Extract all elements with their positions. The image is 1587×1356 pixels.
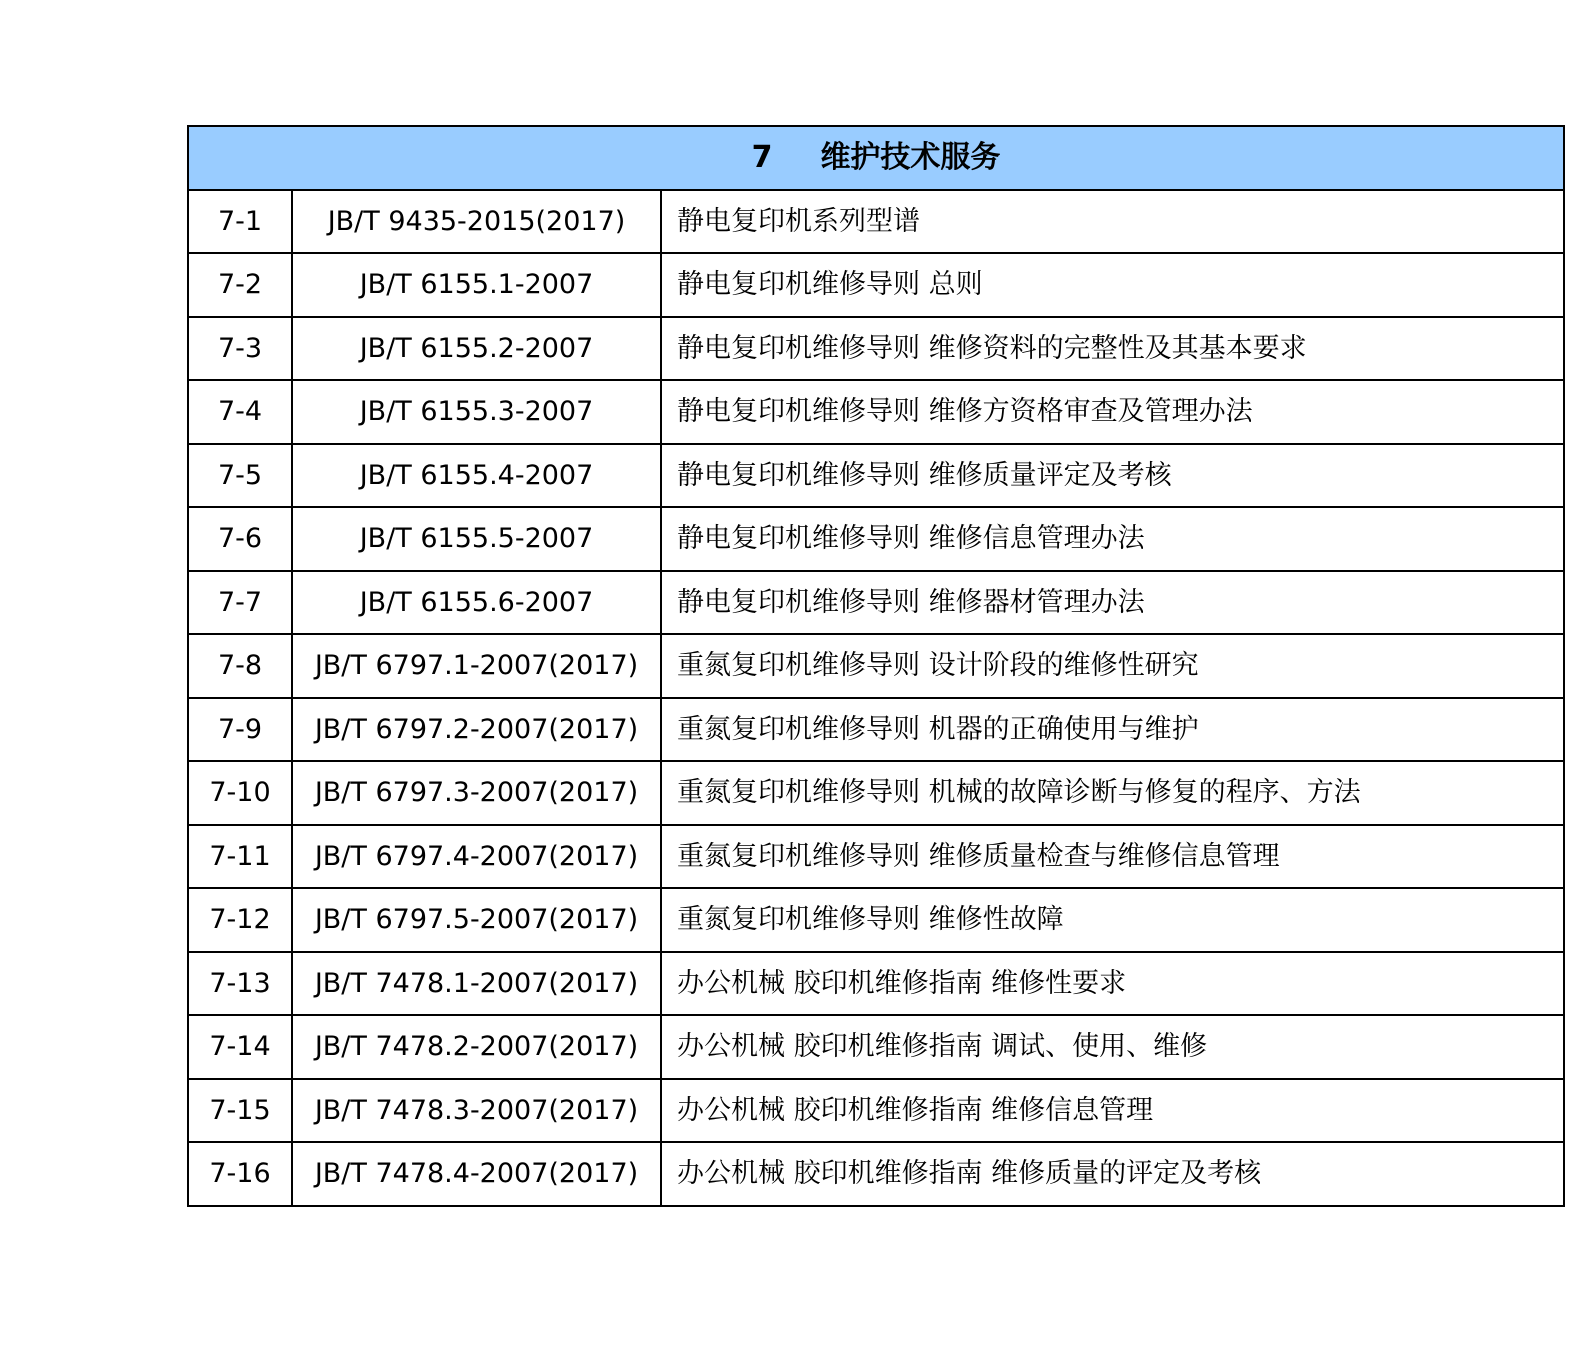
table-row xyxy=(188,952,1564,1016)
standard-title-cell: 办公机械 胶印机维修指南 维修性要求 xyxy=(661,952,1564,1016)
section-number: 7 xyxy=(751,139,773,175)
standard-title-cell: 重氮复印机维修导则 机械的故障诊断与修复的程序、方法 xyxy=(661,761,1564,825)
table-row xyxy=(188,380,1564,444)
row-number-cell: 7-11 xyxy=(188,825,292,889)
row-number-cell: 7-2 xyxy=(188,253,292,317)
standard-code-cell: JB/T 6155.4-2007 xyxy=(292,444,661,508)
table-row xyxy=(188,761,1564,825)
table-row xyxy=(188,190,1564,254)
standard-title-cell: 重氮复印机维修导则 维修质量检查与维修信息管理 xyxy=(661,825,1564,889)
standard-code-cell: JB/T 6797.4-2007(2017) xyxy=(292,825,661,889)
standards-table-body xyxy=(188,126,1564,1206)
standard-title-cell: 办公机械 胶印机维修指南 维修信息管理 xyxy=(661,1079,1564,1143)
table-row xyxy=(188,444,1564,508)
standard-code-cell: JB/T 6797.5-2007(2017) xyxy=(292,888,661,952)
standard-code-cell: JB/T 6797.3-2007(2017) xyxy=(292,761,661,825)
row-number-cell: 7-6 xyxy=(188,507,292,571)
standard-code-cell: JB/T 6797.1-2007(2017) xyxy=(292,634,661,698)
standard-title-cell: 静电复印机维修导则 维修方资格审查及管理办法 xyxy=(661,380,1564,444)
section-header-row xyxy=(188,126,1564,190)
standard-code-cell: JB/T 6155.2-2007 xyxy=(292,317,661,381)
table-row xyxy=(188,1142,1564,1206)
standard-code-cell: JB/T 6797.2-2007(2017) xyxy=(292,698,661,762)
table-row xyxy=(188,253,1564,317)
table-row xyxy=(188,825,1564,889)
row-number-cell: 7-1 xyxy=(188,190,292,254)
standard-title-cell: 静电复印机维修导则 维修质量评定及考核 xyxy=(661,444,1564,508)
section-header-cell xyxy=(188,126,1564,190)
table-row xyxy=(188,1015,1564,1079)
row-number-cell: 7-5 xyxy=(188,444,292,508)
row-number-cell: 7-9 xyxy=(188,698,292,762)
table-row xyxy=(188,317,1564,381)
standard-code-cell: JB/T 7478.2-2007(2017) xyxy=(292,1015,661,1079)
standard-code-cell: JB/T 6155.3-2007 xyxy=(292,380,661,444)
standard-title-cell: 重氮复印机维修导则 维修性故障 xyxy=(661,888,1564,952)
table-row xyxy=(188,888,1564,952)
table-row xyxy=(188,1079,1564,1143)
table-row xyxy=(188,571,1564,635)
row-number-cell: 7-16 xyxy=(188,1142,292,1206)
standard-code-cell: JB/T 7478.1-2007(2017) xyxy=(292,952,661,1016)
standard-title-cell: 静电复印机维修导则 维修资料的完整性及其基本要求 xyxy=(661,317,1564,381)
standard-code-cell: JB/T 7478.3-2007(2017) xyxy=(292,1079,661,1143)
row-number-cell: 7-8 xyxy=(188,634,292,698)
standard-title-cell: 静电复印机维修导则 总则 xyxy=(661,253,1564,317)
standards-table xyxy=(187,125,1565,1207)
row-number-cell: 7-12 xyxy=(188,888,292,952)
standard-title-cell: 办公机械 胶印机维修指南 调试、使用、维修 xyxy=(661,1015,1564,1079)
standard-title-cell: 静电复印机维修导则 维修信息管理办法 xyxy=(661,507,1564,571)
section-title: 维护技术服务 xyxy=(820,139,1001,175)
row-number-cell: 7-15 xyxy=(188,1079,292,1143)
row-number-cell: 7-4 xyxy=(188,380,292,444)
row-number-cell: 7-14 xyxy=(188,1015,292,1079)
standard-code-cell: JB/T 9435-2015(2017) xyxy=(292,190,661,254)
standard-code-cell: JB/T 6155.6-2007 xyxy=(292,571,661,635)
standard-code-cell: JB/T 7478.4-2007(2017) xyxy=(292,1142,661,1206)
standard-title-cell: 重氮复印机维修导则 机器的正确使用与维护 xyxy=(661,698,1564,762)
row-number-cell: 7-3 xyxy=(188,317,292,381)
standard-title-cell: 办公机械 胶印机维修指南 维修质量的评定及考核 xyxy=(661,1142,1564,1206)
standard-title-cell: 静电复印机维修导则 维修器材管理办法 xyxy=(661,571,1564,635)
standard-code-cell: JB/T 6155.1-2007 xyxy=(292,253,661,317)
table-row xyxy=(188,634,1564,698)
standard-title-cell: 重氮复印机维修导则 设计阶段的维修性研究 xyxy=(661,634,1564,698)
row-number-cell: 7-13 xyxy=(188,952,292,1016)
standard-code-cell: JB/T 6155.5-2007 xyxy=(292,507,661,571)
standard-title-cell: 静电复印机系列型谱 xyxy=(661,190,1564,254)
row-number-cell: 7-10 xyxy=(188,761,292,825)
table-row xyxy=(188,507,1564,571)
row-number-cell: 7-7 xyxy=(188,571,292,635)
table-row xyxy=(188,698,1564,762)
